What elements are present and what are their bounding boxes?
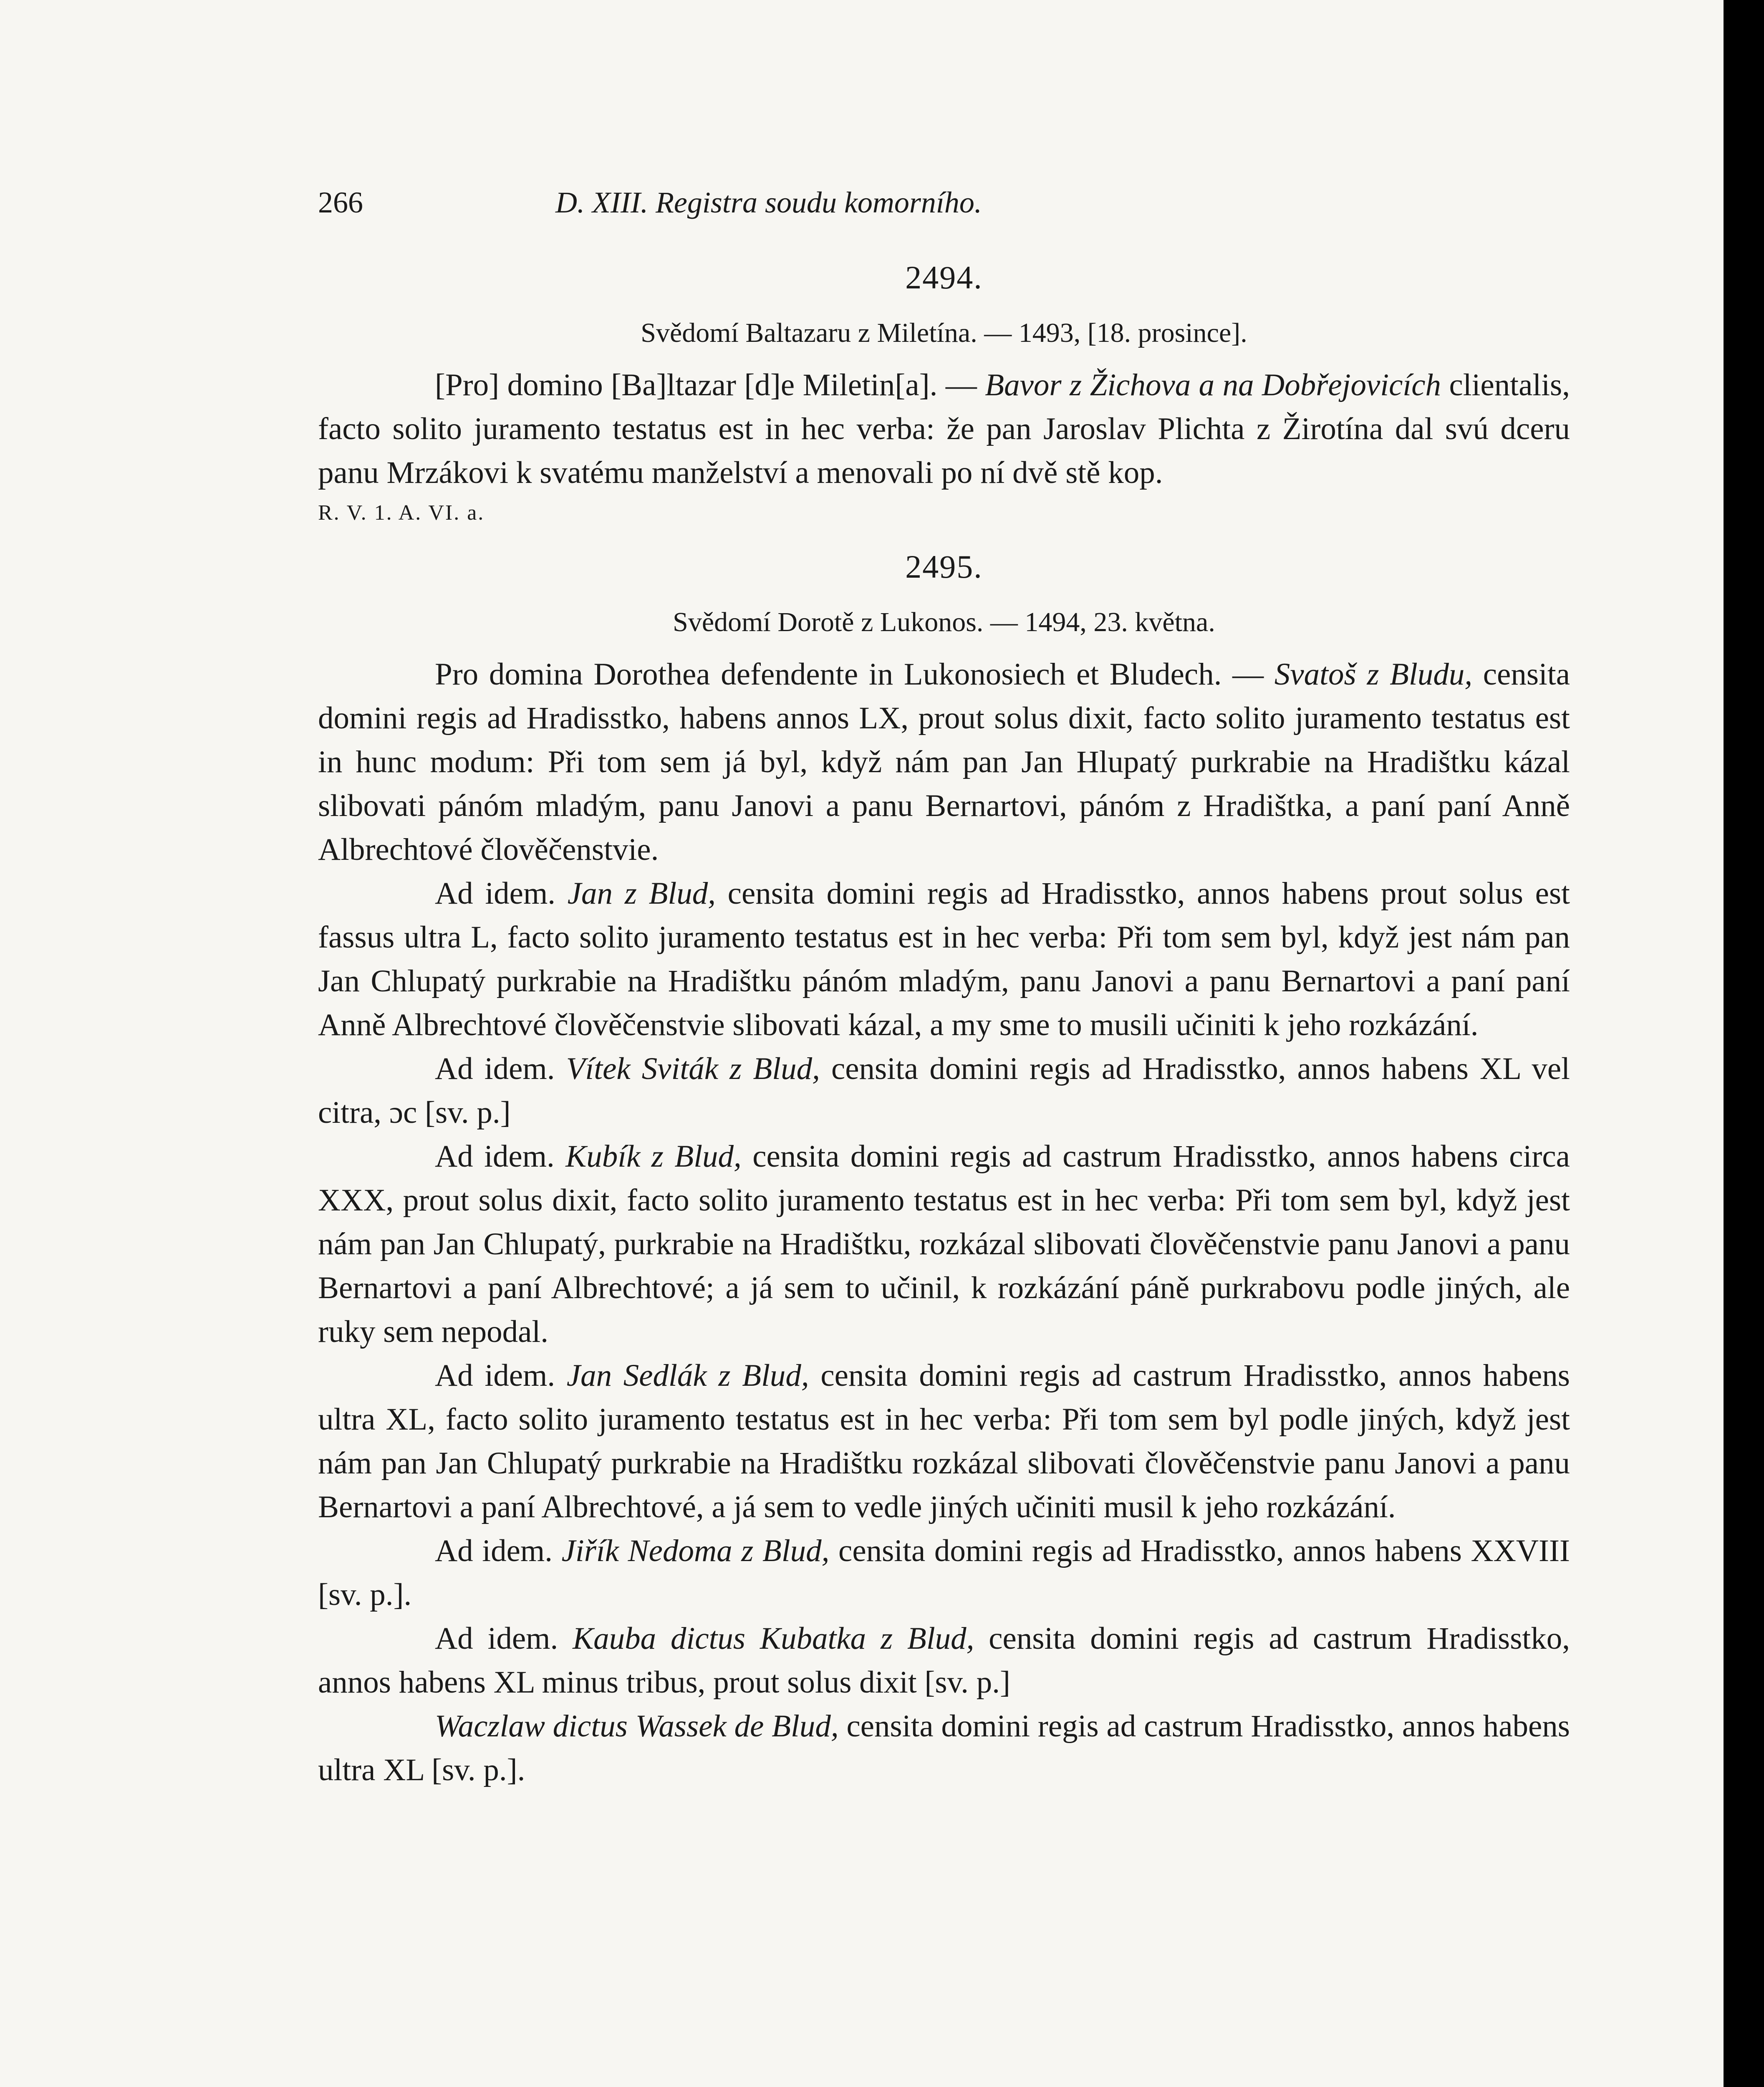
- running-title: [318, 184, 1219, 221]
- entry-title: Svědomí Baltazaru z Miletína. — 1493, [18. prosince].: [641, 318, 1247, 348]
- entry-number: 2495.: [905, 548, 983, 585]
- entry-paragraph: [318, 872, 1570, 1047]
- paragraph-text: censita domini regis ad Hradisstko, annos habens prout solus est fassus ultra L, facto solito juramento testatus est in hec verba: Při tom sem byl, když jest nám pan Jan Chlupatý purkrabie na Hradištku pánóm mladým, panu Janovi a panu Bernartovi a paní paní Anně Albrechtové člověčenstvie slibovati kázal, a my sme to musili učiniti k jeho rozkázání.: [318, 876, 1570, 1042]
- paragraph-text: Ad idem.: [435, 1621, 573, 1656]
- entry-paragraph: [318, 363, 1570, 495]
- paragraph-text: censita domini regis ad Hradisstko, annos habens XXVIII [sv. p.].: [318, 1534, 1570, 1612]
- paragraph-text: censita domini regis ad Hradisstko, habens annos LX, prout solus dixit, facto solito juramento testatus est in hunc modum: Při tom sem já byl, když nám pan Jan Hlupatý purkrabie na Hradištku kázal slibovati pánóm mladým, panu Janovi a panu Bernartovi, pánóm z Hradištka, a paní paní Anně Albrechtové člověčenstvie.: [318, 657, 1570, 867]
- entry-2494: [318, 255, 1570, 530]
- paragraph-person-name: Jiřík Nedoma z Blud,: [561, 1534, 830, 1568]
- page-content: [318, 255, 1570, 1792]
- running-title-series: D. XIII.: [555, 186, 648, 219]
- paragraph-text: Pro domina Dorothea defendente in Lukonosiech et Bludech. —: [435, 657, 1274, 692]
- page-header: [318, 184, 1219, 221]
- entry-number: 2494.: [905, 259, 983, 296]
- paragraph-text: Ad idem.: [435, 1139, 566, 1174]
- entry-paragraph: [318, 1134, 1570, 1354]
- paragraph-text: censita domini regis ad castrum Hradisstko, annos habens ultra XL, facto solito juramento testatus est in hec verba: Při tom sem byl podle jiných, když jest nám pan Jan Chlupatý purkrabie na Hradištku rozkázal slibovati člověčenstvie panu Janovi a panu Bernartovi a paní Albrechtové, a já sem to vedle jiných učiniti musil k jeho rozkázání.: [318, 1358, 1570, 1524]
- running-title-text: Registra soudu komorního.: [655, 186, 982, 219]
- paragraph-text: Ad idem.: [435, 1534, 562, 1568]
- entry-title: Svědomí Dorotě z Lukonos. — 1494, 23. května.: [673, 607, 1215, 637]
- paragraph-text: censita domini regis ad castrum Hradisstko, annos habens ultra XL [sv. p.].: [318, 1709, 1570, 1787]
- paragraph-text: censita domini regis ad castrum Hradisstko, annos habens XL minus tribus, prout solus dixit [sv. p.]: [318, 1621, 1570, 1700]
- paragraph-person-name: Waczlaw dictus Wassek de Blud,: [435, 1709, 839, 1743]
- paragraph-person-name: Vítek Sviták z Blud,: [566, 1051, 820, 1086]
- entry-paragraph: [318, 1617, 1570, 1704]
- paragraph-person-name: Kauba dictus Kubatka z Blud,: [573, 1621, 974, 1656]
- paragraph-text: [Pro] domino [Ba]ltazar [d]e Miletin[a]. —: [435, 368, 985, 402]
- entry-paragraph: [318, 1704, 1570, 1792]
- entry-paragraph: [318, 652, 1570, 872]
- paragraph-person-name: Kubík z Blud,: [565, 1139, 742, 1174]
- paragraph-text: Ad idem.: [435, 1358, 567, 1393]
- entry-paragraph: [318, 1529, 1570, 1617]
- paragraph-text: Ad idem.: [435, 876, 568, 911]
- paragraph-text: clientalis, facto solito juramento testatus est in hec verba: že pan Jaroslav Plichta z Žirotína dal svú dceru panu Mrzákovi k svatému manželství a menovali po ní dvě stě kop.: [318, 368, 1570, 490]
- source-reference: R. V. 1. A. VI. a.: [318, 501, 485, 525]
- paragraph-text: Ad idem.: [435, 1051, 566, 1086]
- entry-paragraph: [318, 1354, 1570, 1529]
- paragraph-person-name: Bavor z Žichova a na Dobřejovicích: [985, 368, 1441, 402]
- paragraph-person-name: Svatoš z Bludu,: [1274, 657, 1473, 692]
- paragraph-text: censita domini regis ad castrum Hradisstko, annos habens circa XXX, prout solus dixit, facto solito juramento testatus est in hec verba: Při tom sem byl, když jest nám pan Jan Chlupatý, purkrabie na Hradištku, rozkázal slibovati člověčenstvie panu Janovi a panu Bernartovi a paní Albrechtové; a já sem to učinil, k rozkázání páně purkrabovu podle jiných, ale ruky sem nepodal.: [318, 1139, 1570, 1349]
- paragraph-text: censita domini regis ad Hradisstko, annos habens XL vel citra, ɔc [sv. p.]: [318, 1051, 1570, 1130]
- paragraph-person-name: Jan z Blud,: [567, 876, 716, 911]
- page-number: 266: [318, 186, 363, 219]
- entry-2495: [318, 544, 1570, 1792]
- entry-paragraph: [318, 1047, 1570, 1134]
- paragraph-person-name: Jan Sedlák z Blud,: [566, 1358, 809, 1393]
